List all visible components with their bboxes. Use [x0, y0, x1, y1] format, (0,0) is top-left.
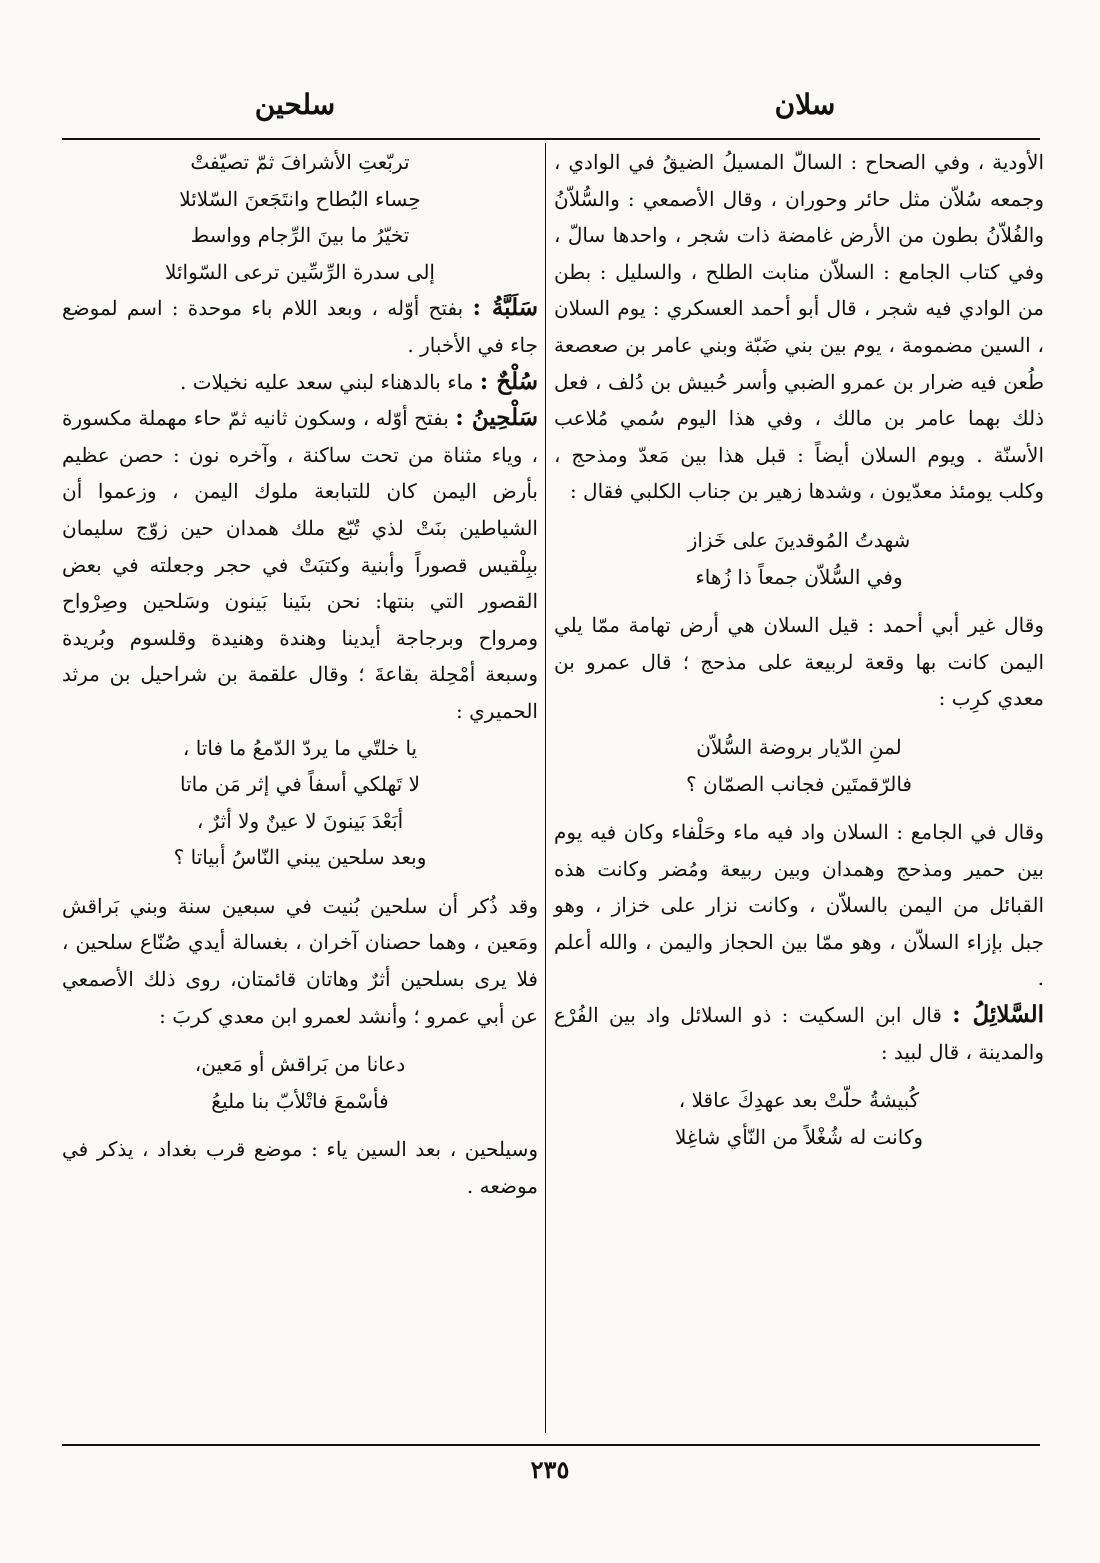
verse [554, 1082, 1044, 1155]
verse-line: يا خلتّي ما يردّ الدّمعُ ما فاتا ، [182, 735, 418, 760]
entry-salabba [62, 290, 538, 363]
page-number: ٢٣٥ [530, 1455, 570, 1484]
verse-line: دعانا من بَراقش أو مَعين، [194, 1052, 406, 1077]
verse-line: لمنِ الدّيار بروضة السُّلاّن [696, 734, 902, 759]
verse-line: لا تَهلكي أسفاً في إثر مَن ماتا [180, 772, 420, 797]
verse-line: كُبيشةُ حلّتْ بعد عهدِكَ عاقلا ، [678, 1088, 920, 1113]
verse-line: فالرّقمتَين فجانب الصمّان ؟ [686, 771, 912, 796]
bottom-rule [62, 1444, 1040, 1446]
column-divider [545, 143, 546, 1433]
entry-text: ماء بالدهناء لبني سعد عليه نخيلات . [180, 369, 474, 394]
verse-line: حِساء البُطاح وانتَجَعنَ السّلائلا [179, 186, 421, 211]
header-left-word: سلحين [254, 88, 336, 121]
verse-line: أبَعْدَ بَينونَ لا عينٌ ولا أثرٌ ، [196, 808, 404, 833]
verse-line: شهدتُ المُوقدينَ على خَزاز [687, 527, 911, 552]
paragraph: وسيلحين ، بعد السين ياء : موضع قرب بغداد ، يذكر في موضعه . [62, 1137, 538, 1199]
paragraph: وقد ذُكر أن سلحين بُنيت في سبعين سنة وبني بَراقش ومَعين ، وهما حصنان آخران ، بغسالة أيدي صُنّاع سلحين ، فلا يرى بسلحين أثرٌ وهاتان قائمتان، روى ذلك الأصمعي عن أبي عمرو ؛ وأنشد لعمرو ابن معدي كربَ : [62, 893, 538, 1028]
entry-salhin [62, 400, 538, 729]
header-right-word: سلان [774, 88, 836, 121]
verse [62, 730, 538, 876]
paragraph: وقال في الجامع : السلان واد فيه ماء وحَلْفاء وكان فيه يوم بين حمير ومذحج وهمدان وبين ربيعة ومُضر وكانت هذه القبائل من اليمن بالسلاّن ، وكانت نزار على خزاز ، وهو جبل بإزاء السلاّن ، وهو ممّا بين الحجاز واليمن ، والله أعلم . [554, 820, 1044, 991]
entry-salh [62, 364, 538, 401]
verse [554, 729, 1044, 802]
entry-text: قال ابن السكيت : ذو السلائل واد بين الفُرْع والمدينة ، قال لبيد : [554, 1003, 1044, 1064]
verse [554, 522, 1044, 595]
verse-line: تربّعتِ الأشرافَ ثمّ تصيّفتْ [190, 150, 410, 174]
verse-line: إلى سدرة الرِّسِّين ترعى السّوائلا [165, 259, 435, 284]
headword: السَّلائِلُ : [952, 1001, 1045, 1029]
paragraph: الأودية ، وفي الصحاح : السالّ المسيلُ الضيقُ في الوادي ، وجمعه سُلاّن مثل حائر وحوران ، وقال الأصمعي : والسُّلاّنُ والفُلاّنُ بطون من الأرض غامضة ذات شجر ، واحدها سالّ ، وفي كتاب الجامع : السلاّن منابت الطلح ، والسليل : بطن من الوادي فيه شجر ، قال أبو أحمد العسكري : يوم السلان ، السين مضمومة ، يوم بين بني ضَبّة وبني عامر بن صعصعة طُعن فيه ضرار بن عمرو الضبي وأسر حُبيش بن دُلف ، فعل ذلك بهما عامر بن مالك ، وفي هذا اليوم سُمي مُلاعب الأسنّة . ويوم السلان أيضاً : قبل هذا بين مَعدّ ومذحج ، وكلب يومئذ معدّيون ، وشدها زهير بن جناب الكلبي فقال : [554, 150, 1044, 504]
headword: سَلَبَّةُ : [472, 294, 539, 322]
paragraph: وقال غير أبي أحمد : قيل السلان هي أرض تهامة ممّا يلي اليمن كانت بها وقعة لربيعة على مذحج ؛ قال عمرو بن معدي كرِب : [554, 613, 1044, 711]
verse-line: وكانت له شُغْلاً من النّأي شاغِلا [674, 1124, 924, 1149]
verse-line: وبعد سلحين يبني النّاسُ أبياتا ؟ [173, 845, 427, 870]
entry-text: بفتح أوّله ، وبعد اللام باء موحدة : اسم لموضع جاء في الأخبار . [62, 296, 538, 357]
top-rule [62, 138, 1040, 140]
verse [62, 1046, 538, 1119]
headword: سَلْحِينُ : [455, 404, 538, 432]
verse [62, 144, 538, 290]
headword: سُلْحٌ : [479, 367, 538, 395]
verse-line: تخيّرُ ما بينَ الرِّجام وواسط [190, 223, 410, 248]
entry-salail [554, 997, 1044, 1070]
right-column [554, 144, 1044, 1155]
verse-line: فأسْمعَ فاتْلأبّ بنا مليعُ [211, 1088, 389, 1113]
left-column [62, 144, 538, 1205]
entry-text: بفتح أوّله ، وسكون ثانيه ثمّ حاء مهملة مكسورة ، وياء مثناة من تحت ساكنة ، وآخره نون : حصن عظيم بأرض اليمن كان للتبابعة ملوك اليمن ، وزعموا أن الشياطين بنَتْ لذي تُبّع ملك همدان حين زوّج سليمان ببِلْقيس قصوراً وأبنية وكتبَتْ في حجر وجعلته في بعض القصور التي بنتها: نحن بنَينا بَينون وسَلحين وصِرْواح ومرواح وبرجاجة أيدينا وهندة وهنيدة وقلسوم وبُريدة وسبعة أمْحِلة بقاعةَ ؛ وقال علقمة بن شراحيل بن مرثد الحميري : [62, 406, 538, 723]
verse-line: وفي السُّلاّن جمعاً ذا زُهاء [695, 564, 903, 589]
